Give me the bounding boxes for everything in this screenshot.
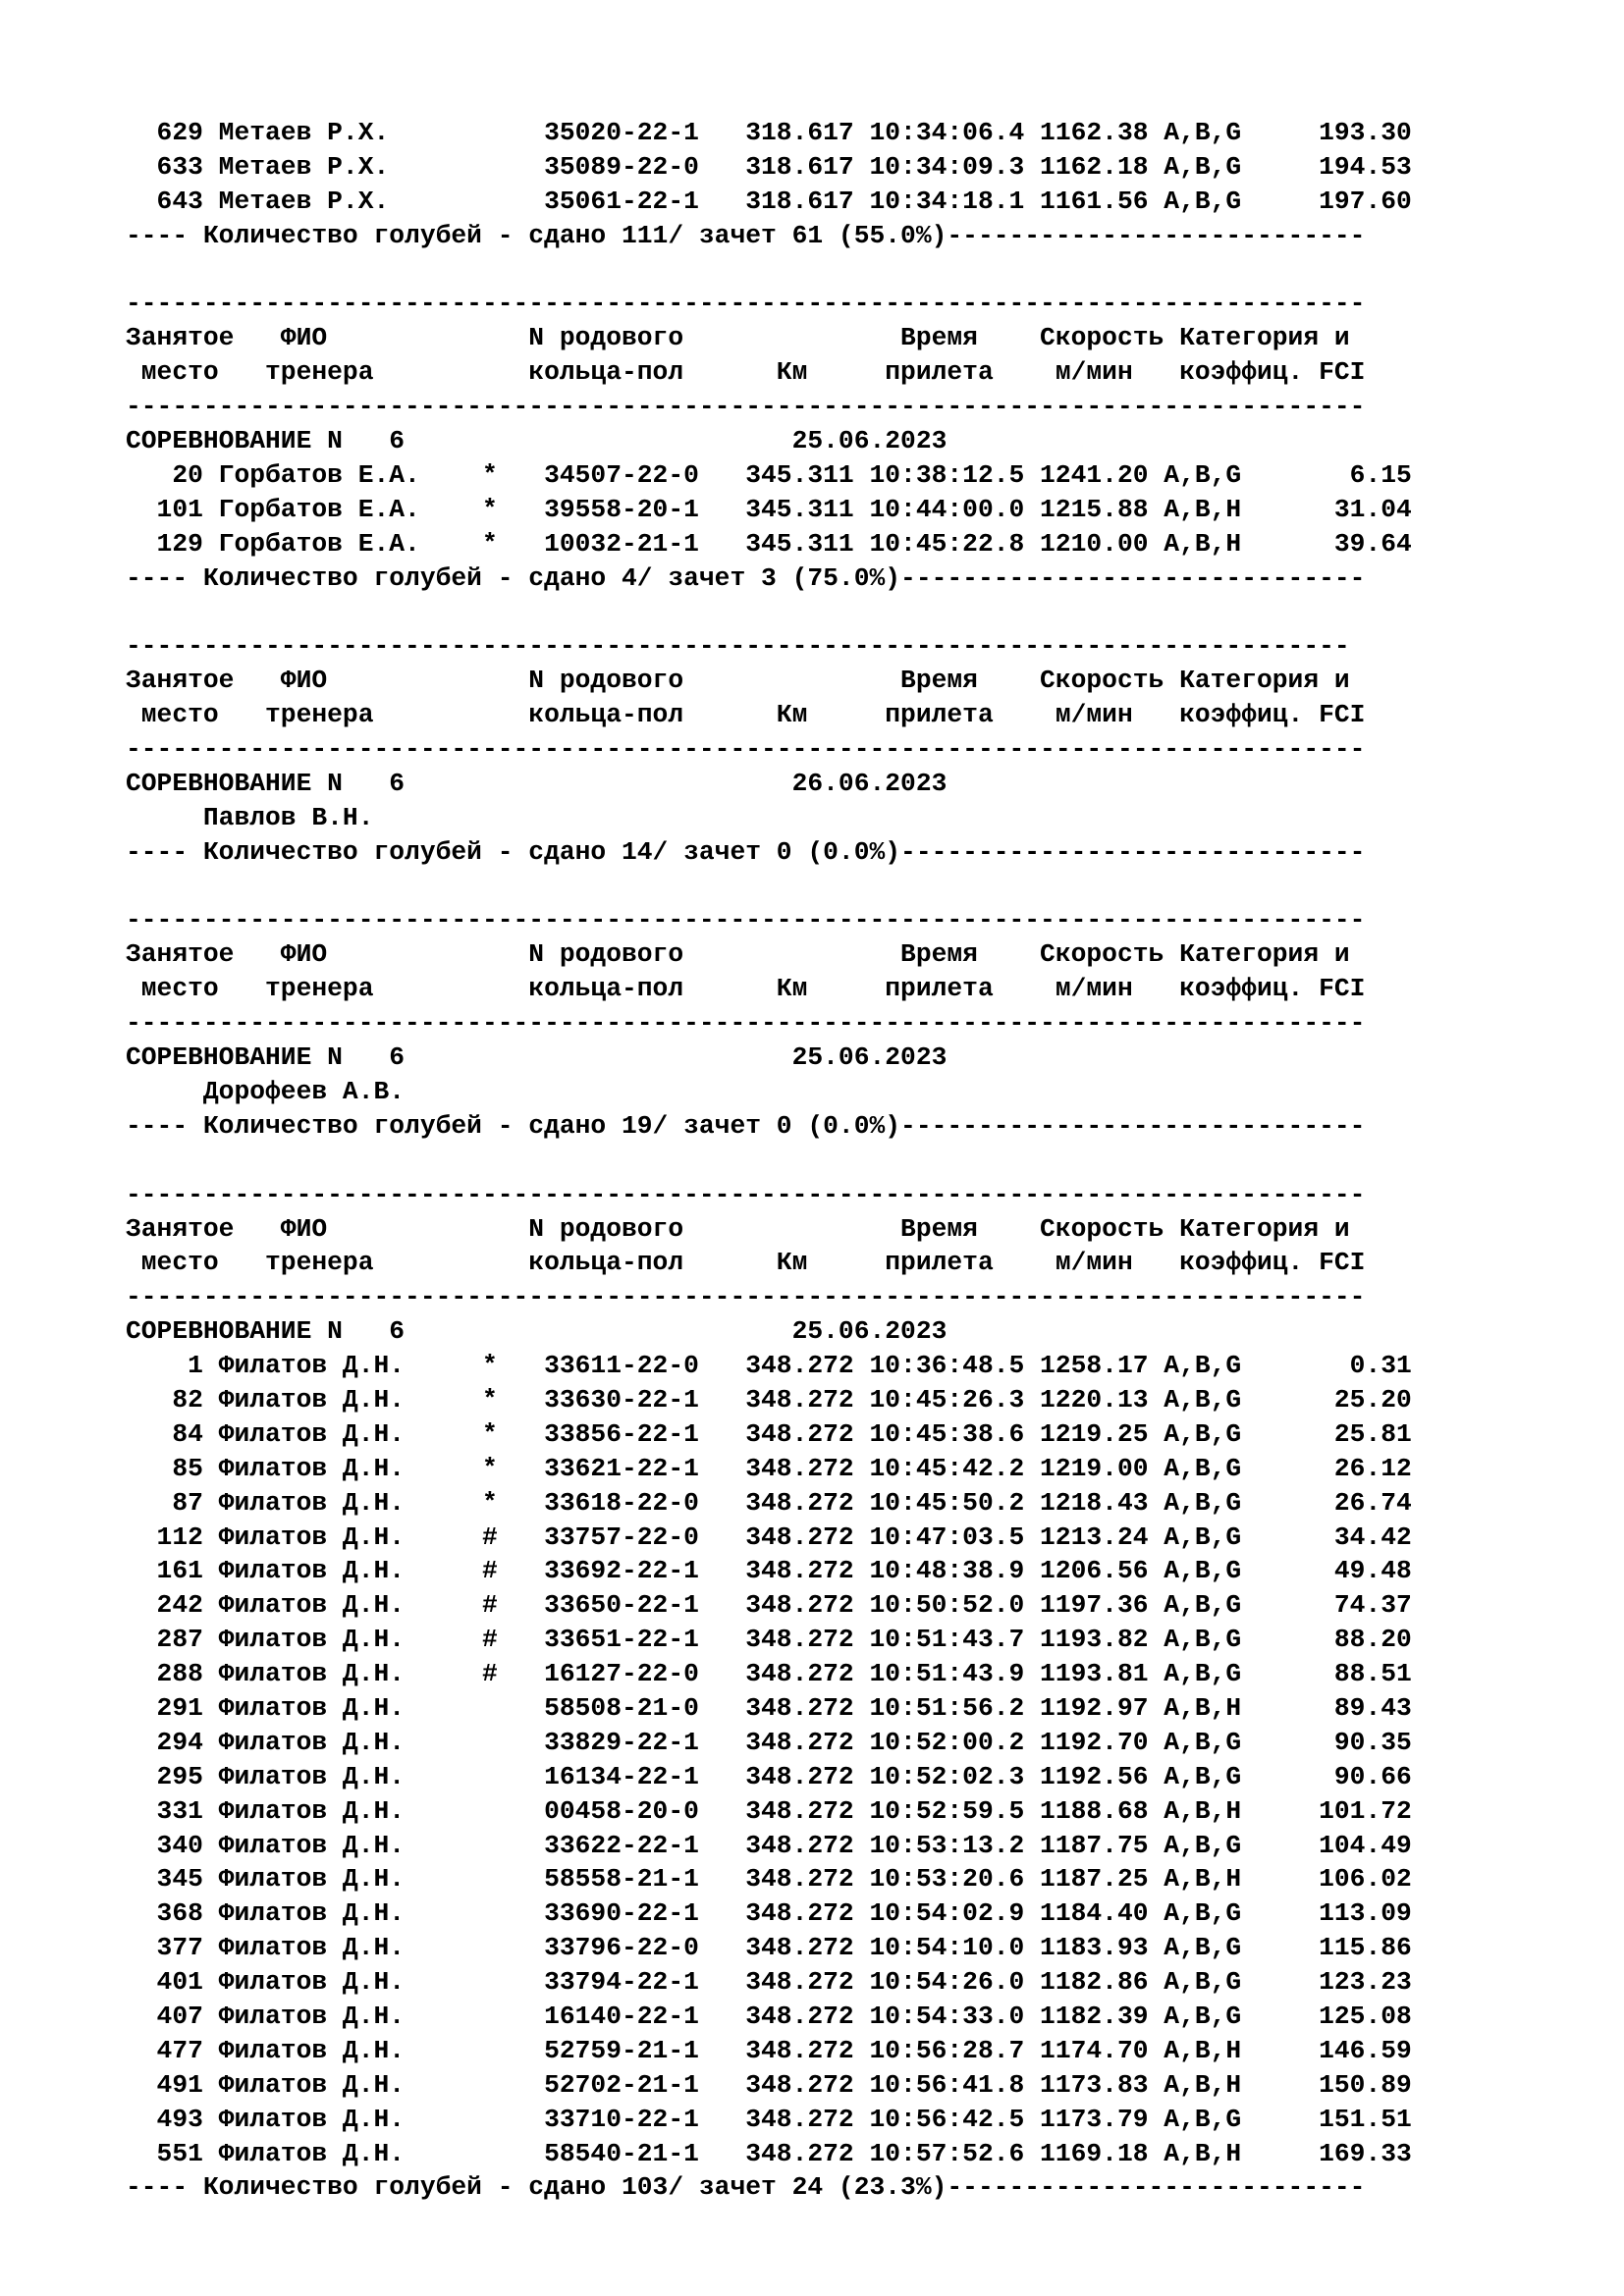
result-row: 407 Филатов Д.Н. 16140-22-1 348.272 10:54:33.0 1182.39 A,B,G 125.08 (126, 2001, 1412, 2031)
result-row: 477 Филатов Д.Н. 52759-21-1 348.272 10:56:28.7 1174.70 A,B,H 146.59 (126, 2035, 1412, 2065)
result-row: 87 Филатов Д.Н. * 33618-22-0 348.272 10:45:50.2 1218.43 A,B,G 26.74 (126, 1487, 1412, 1518)
table-header-line: место тренера кольца-пол Км прилета м/мин коэффиц. FCI (126, 974, 1366, 1004)
blank-line (126, 1144, 1608, 1178)
blank-line (126, 870, 1608, 904)
table-header-line: Занятое ФИО N родового Время Скорость Категория и (126, 1213, 1350, 1244)
separator-line: -------------------------------------------------------------------------------- (126, 289, 1366, 319)
results-listing (126, 116, 1608, 2205)
competition-line: СОРЕВНОВАНИЕ N 6 25.06.2023 (126, 1042, 947, 1073)
result-row: 291 Филатов Д.Н. 58508-21-0 348.272 10:51:56.2 1192.97 A,B,H 89.43 (126, 1692, 1412, 1723)
table-header-line: место тренера кольца-пол Км прилета м/мин коэффиц. FCI (126, 700, 1366, 730)
result-row: 101 Горбатов Е.А. * 39558-20-1 345.311 10:44:00.0 1215.88 A,B,H 31.04 (126, 494, 1412, 524)
result-row: 368 Филатов Д.Н. 33690-22-1 348.272 10:54:02.9 1184.40 A,B,G 113.09 (126, 1898, 1412, 1929)
text-line: Павлов В.Н. (126, 802, 374, 832)
blank-line (126, 253, 1608, 288)
result-row: 161 Филатов Д.Н. # 33692-22-1 348.272 10:48:38.9 1206.56 A,B,G 49.48 (126, 1556, 1412, 1586)
result-row: 287 Филатов Д.Н. # 33651-22-1 348.272 10:51:43.7 1193.82 A,B,G 88.20 (126, 1625, 1412, 1655)
table-header-line: Занятое ФИО N родового Время Скорость Категория и (126, 939, 1350, 970)
competition-line: СОРЕВНОВАНИЕ N 6 26.06.2023 (126, 768, 947, 798)
separator-line: -------------------------------------------------------------------------------- (126, 1282, 1366, 1312)
result-row: 643 Метаев Р.Х. 35061-22-1 318.617 10:34:18.1 1161.56 A,B,G 197.60 (126, 186, 1412, 216)
result-row: 295 Филатов Д.Н. 16134-22-1 348.272 10:52:02.3 1192.56 A,B,G 90.66 (126, 1761, 1412, 1791)
summary-line: ---- Количество голубей - сдано 4/ зачет 3 (75.0%)------------------------------ (126, 562, 1366, 593)
result-row: 82 Филатов Д.Н. * 33630-22-1 348.272 10:45:26.3 1220.13 A,B,G 25.20 (126, 1384, 1412, 1415)
table-header-line: место тренера кольца-пол Км прилета м/мин коэффиц. FCI (126, 1248, 1366, 1278)
table-header-line: Занятое ФИО N родового Время Скорость Категория и (126, 323, 1350, 353)
separator-line: -------------------------------------------------------------------------------- (126, 734, 1366, 765)
result-row: 493 Филатов Д.Н. 33710-22-1 348.272 10:56:42.5 1173.79 A,B,G 151.51 (126, 2104, 1412, 2134)
result-row: 491 Филатов Д.Н. 52702-21-1 348.272 10:56:41.8 1173.83 A,B,H 150.89 (126, 2069, 1412, 2100)
competition-line: СОРЕВНОВАНИЕ N 6 25.06.2023 (126, 1316, 947, 1347)
result-row: 331 Филатов Д.Н. 00458-20-0 348.272 10:52:59.5 1188.68 A,B,H 101.72 (126, 1795, 1412, 1826)
result-row: 242 Филатов Д.Н. # 33650-22-1 348.272 10:50:52.0 1197.36 A,B,G 74.37 (126, 1590, 1412, 1621)
result-row: 1 Филатов Д.Н. * 33611-22-0 348.272 10:36:48.5 1258.17 A,B,G 0.31 (126, 1351, 1412, 1381)
result-row: 401 Филатов Д.Н. 33794-22-1 348.272 10:54:26.0 1182.86 A,B,G 123.23 (126, 1967, 1412, 1998)
summary-line: ---- Количество голубей - сдано 19/ зачет 0 (0.0%)------------------------------ (126, 1110, 1366, 1141)
result-row: 377 Филатов Д.Н. 33796-22-0 348.272 10:54:10.0 1183.93 A,B,G 115.86 (126, 1933, 1412, 1963)
result-row: 129 Горбатов Е.А. * 10032-21-1 345.311 10:45:22.8 1210.00 A,B,H 39.64 (126, 528, 1412, 559)
result-row: 112 Филатов Д.Н. # 33757-22-0 348.272 10:47:03.5 1213.24 A,B,G 34.42 (126, 1522, 1412, 1552)
text-line: Дорофеев А.В. (126, 1076, 406, 1106)
result-row: 551 Филатов Д.Н. 58540-21-1 348.272 10:57:52.6 1169.18 A,B,H 169.33 (126, 2138, 1412, 2168)
summary-line: ---- Количество голубей - сдано 14/ зачет 0 (0.0%)------------------------------ (126, 836, 1366, 867)
blank-line (126, 595, 1608, 629)
separator-line: -------------------------------------------------------------------------------- (126, 905, 1366, 935)
result-row: 629 Метаев Р.Х. 35020-22-1 318.617 10:34:06.4 1162.38 A,B,G 193.30 (126, 118, 1412, 147)
competition-line: СОРЕВНОВАНИЕ N 6 25.06.2023 (126, 426, 947, 456)
result-row: 633 Метаев Р.Х. 35089-22-0 318.617 10:34:09.3 1162.18 A,B,G 194.53 (126, 151, 1412, 182)
table-header-line: Занятое ФИО N родового Время Скорость Категория и (126, 666, 1350, 696)
result-row: 288 Филатов Д.Н. # 16127-22-0 348.272 10:51:43.9 1193.81 A,B,G 88.51 (126, 1659, 1412, 1689)
result-row: 85 Филатов Д.Н. * 33621-22-1 348.272 10:45:42.2 1219.00 A,B,G 26.12 (126, 1453, 1412, 1483)
separator-line: ------------------------------------------------------------------------------- (126, 631, 1350, 662)
separator-line: -------------------------------------------------------------------------------- (126, 1008, 1366, 1039)
result-row: 84 Филатов Д.Н. * 33856-22-1 348.272 10:45:38.6 1219.25 A,B,G 25.81 (126, 1418, 1412, 1449)
result-row: 20 Горбатов Е.А. * 34507-22-0 345.311 10:38:12.5 1241.20 A,B,G 6.15 (126, 459, 1412, 490)
summary-line: ---- Количество голубей - сдано 103/ зачет 24 (23.3%)--------------------------- (126, 2172, 1366, 2203)
result-row: 345 Филатов Д.Н. 58558-21-1 348.272 10:53:20.6 1187.25 A,B,H 106.02 (126, 1864, 1412, 1895)
table-header-line: место тренера кольца-пол Км прилета м/мин коэффиц. FCI (126, 357, 1366, 388)
result-row: 294 Филатов Д.Н. 33829-22-1 348.272 10:52:00.2 1192.70 A,B,G 90.35 (126, 1727, 1412, 1757)
separator-line: -------------------------------------------------------------------------------- (126, 1179, 1366, 1209)
separator-line: -------------------------------------------------------------------------------- (126, 392, 1366, 422)
result-row: 340 Филатов Д.Н. 33622-22-1 348.272 10:53:13.2 1187.75 A,B,G 104.49 (126, 1830, 1412, 1860)
summary-line: ---- Количество голубей - сдано 111/ зачет 61 (55.0%)--------------------------- (126, 220, 1366, 250)
